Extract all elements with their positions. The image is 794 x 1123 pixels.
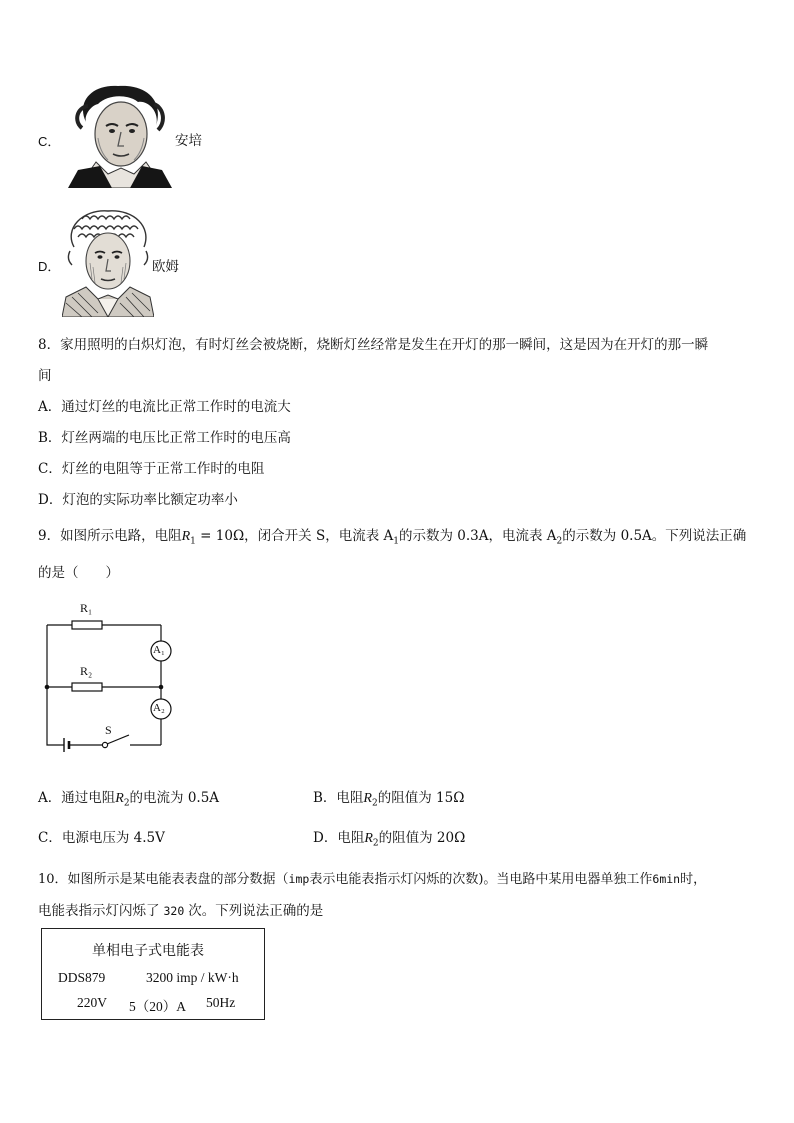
circuit-label-r2: R₂: [80, 664, 93, 678]
meter-constant: 3200 imp / kW·h: [146, 970, 239, 985]
q9-option-d: D．电阻$R_2$的阻值为 20Ω: [313, 830, 466, 849]
q10-stem-line1: 10．如图所示是某电能表表盘的部分数据（imp表示电能表指示灯闪烁的次数)。当电路中某用电器单独工作6min时，: [38, 872, 707, 887]
circuit-label-a2: A₂: [153, 702, 165, 714]
ohm-portrait: [62, 207, 154, 317]
option-d-name: 欧姆: [152, 259, 179, 275]
resistor-r2: [72, 683, 102, 691]
meter-frequency: 50Hz: [206, 995, 236, 1010]
q8-option-d: D．灯泡的实际功率比额定功率小: [38, 492, 238, 508]
meter-current: 5（20）A: [129, 999, 186, 1014]
meter-voltage: 220V: [77, 995, 107, 1010]
switch-pivot: [102, 742, 107, 747]
option-c-name: 安培: [175, 133, 202, 149]
option-c-letter: C．: [38, 134, 61, 149]
q8-option-b: B．灯丝两端的电压比正常工作时的电压高: [38, 430, 291, 446]
q9-option-a: A．通过电阻$R_2$的电流为 0.5A: [38, 790, 220, 809]
meter-model: DDS879: [58, 970, 106, 985]
q9-option-c: C．电源电压为 4.5V: [38, 830, 165, 846]
q9-stem-line2: 的是（ ）: [38, 565, 119, 581]
q10-stem-line2: 电能表指示灯闪烁了 320 次。下列说法正确的是: [38, 903, 324, 919]
resistor-r1: [72, 621, 102, 629]
circuit-label-a1: A₁: [153, 644, 165, 656]
ampere-portrait: [68, 82, 172, 188]
circuit-label-r1: R₁: [80, 601, 93, 615]
circuit-label-switch: S: [105, 723, 112, 737]
q8-stem-line1: 8．家用照明的白炽灯泡，有时灯丝会被烧断，烧断灯丝经常是发生在开灯的那一瞬间，这是因为在开灯的那一瞬: [38, 337, 709, 353]
q8-option-a: A．通过灯丝的电流比正常工作时的电流大: [38, 399, 291, 415]
option-d-letter: D．: [38, 259, 61, 274]
meter-title: 单相电子式电能表: [92, 943, 204, 959]
q8-option-c: C．灯丝的电阻等于正常工作时的电阻: [38, 461, 265, 477]
q8-stem-line2: 间: [38, 368, 52, 384]
q9-stem-line1: 9．如图所示电路，电阻$R_1 = 10\Omega$，闭合开关 S，电流表 $A_1$的示数为 0.3A，电流表 $A_2$的示数为 0.5A。下列说法正确: [38, 528, 747, 547]
q9-option-b: B．电阻$R_2$的阻值为 15Ω: [313, 790, 465, 809]
meter-faceplate: [41, 928, 265, 1020]
